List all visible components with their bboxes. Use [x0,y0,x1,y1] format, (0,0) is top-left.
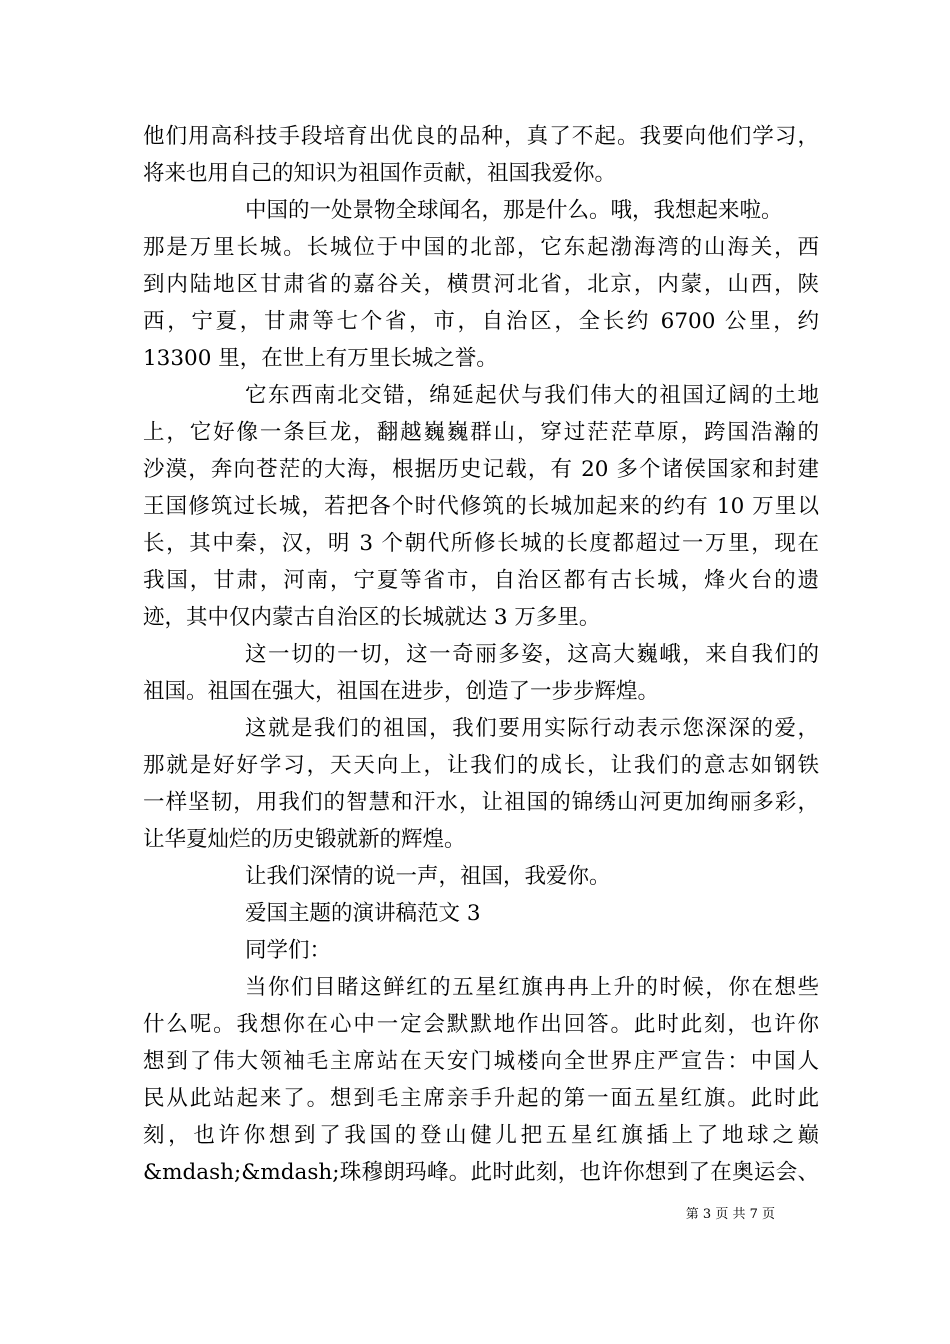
text-line: 西，宁夏，甘肃等七个省，市，自治区，全长约 6700 公里，约 [143,309,819,334]
page-number: 第 3 页 共 7 页 [685,1207,775,1222]
text-line: 上，它好像一条巨龙，翻越巍巍群山，穿过茫茫草原，跨国浩瀚的 [143,420,819,445]
text-line: 将来也用自己的知识为祖国作贡献，祖国我爱你。 [143,161,617,186]
text-line: 祖国。祖国在强大，祖国在进步，创造了一步步辉煌。 [143,679,660,704]
text-line: 到内陆地区甘肃省的嘉谷关，横贯河北省，北京，内蒙，山西，陕 [143,272,819,297]
text-line: 让华夏灿烂的历史锻就新的辉煌。 [143,827,466,852]
text-line: 爱国主题的演讲稿范文 3 [245,901,481,926]
text-line: 中国的一处景物全球闻名，那是什么。哦，我想起来啦。 [245,198,783,223]
text-line: 迹，其中仅内蒙古自治区的长城就达 3 万多里。 [143,605,601,630]
text-line: 想到了伟大领袖毛主席站在天安门城楼向全世界庄严宣告：中国人 [143,1049,819,1074]
text-line: 他们用高科技手段培育出优良的品种，真了不起。我要向他们学习， [143,124,819,149]
text-line: 它东西南北交错，绵延起伏与我们伟大的祖国辽阔的土地 [245,383,819,408]
text-line: 同学们： [245,938,332,963]
text-line: 这一切的一切，这一奇丽多姿，这高大巍峨，来自我们的 [245,642,819,667]
text-line: 一样坚韧，用我们的智慧和汗水，让祖国的锦绣山河更加绚丽多彩， [143,790,819,815]
text-line: 刻，也许你想到了我国的登山健儿把五星红旗插上了地球之巅 [143,1123,819,1148]
document-body [143,118,819,1191]
text-line: 那就是好好学习，天天向上，让我们的成长，让我们的意志如钢铁 [143,753,819,778]
text-line: 让我们深情的说一声，祖国，我爱你。 [245,864,611,889]
text-line: &mdash;&mdash;珠穆朗玛峰。此时此刻，也许你想到了在奥运会、 [143,1160,819,1185]
text-line: 沙漠，奔向苍茫的大海，根据历史记载，有 20 多个诸侯国家和封建 [143,457,819,482]
text-line: 王国修筑过长城，若把各个时代修筑的长城加起来的约有 10 万里以 [143,494,819,519]
text-line: 这就是我们的祖国，我们要用实际行动表示您深深的爱， [245,716,819,741]
text-line: 那是万里长城。长城位于中国的北部，它东起渤海湾的山海关，西 [143,235,819,260]
text-line: 民从此站起来了。想到毛主席亲手升起的第一面五星红旗。此时此 [143,1086,819,1111]
text-line: 当你们目睹这鲜红的五星红旗冉冉上升的时候，你在想些 [245,975,819,1000]
text-line: 13300 里，在世上有万里长城之誉。 [143,346,498,371]
text-line: 我国，甘肃，河南，宁夏等省市，自治区都有古长城，烽火台的遗 [143,568,819,593]
text-line: 什么呢。我想你在心中一定会默默地作出回答。此时此刻，也许你 [143,1012,819,1037]
text-line: 长，其中秦，汉，明 3 个朝代所修长城的长度都超过一万里，现在 [143,531,819,556]
